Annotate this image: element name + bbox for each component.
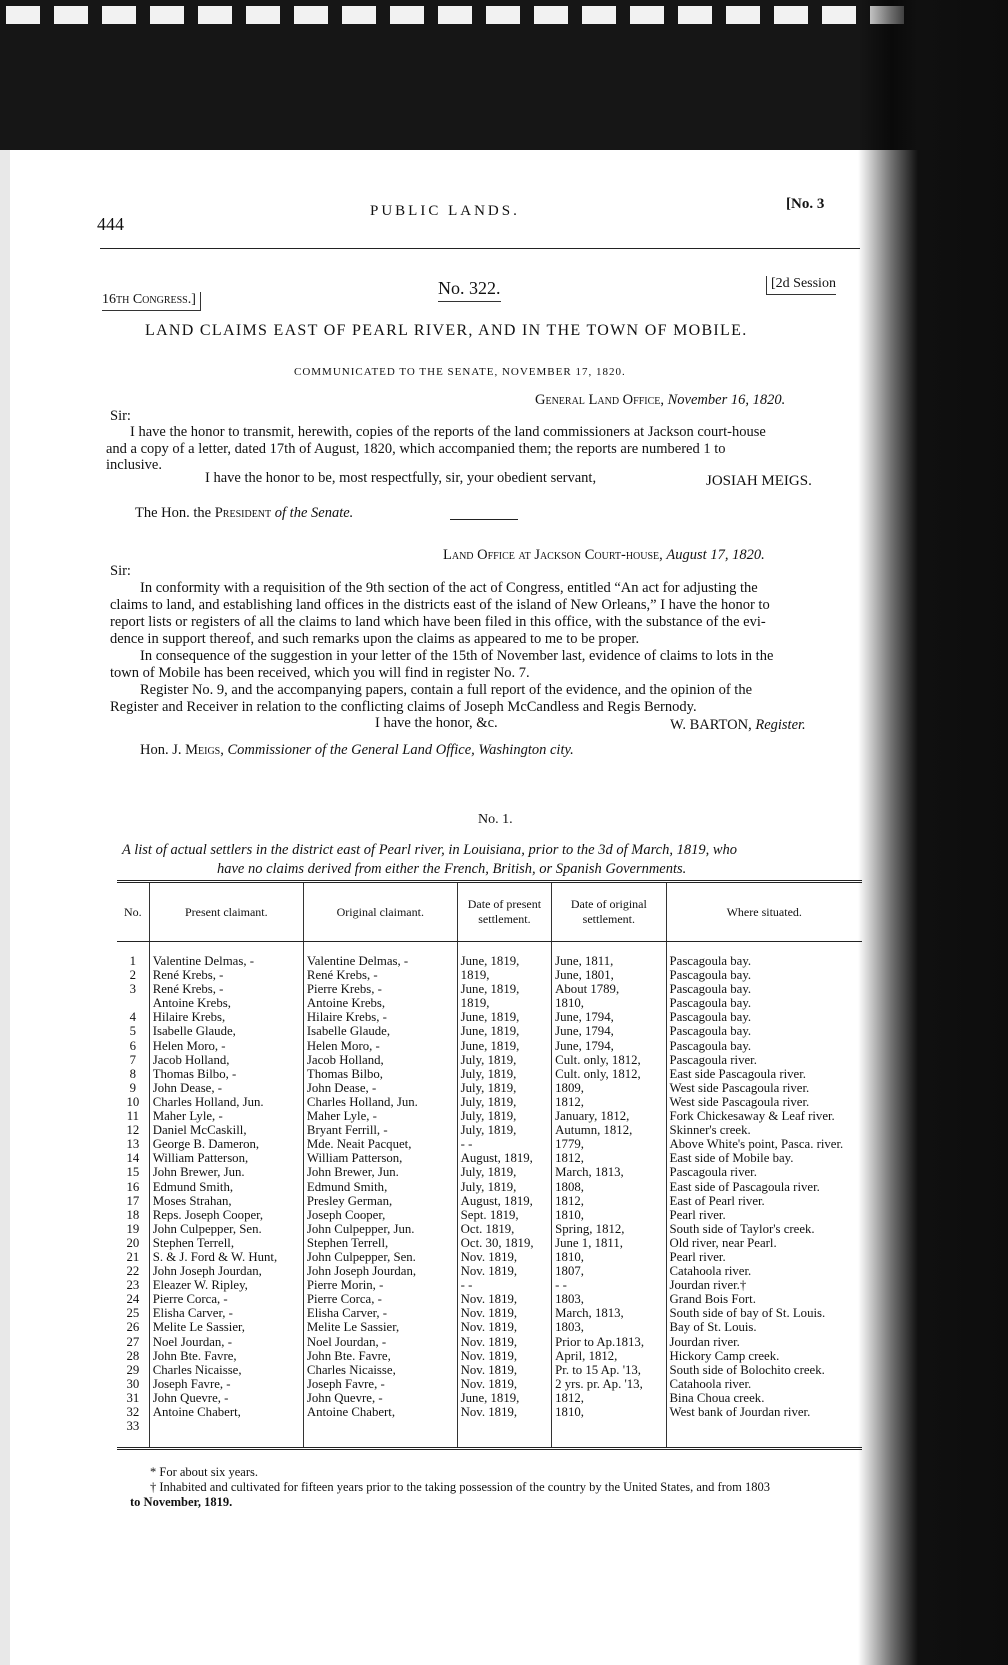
- table-cell: Prior to Ap.1813,: [552, 1335, 666, 1349]
- table-row: [117, 1236, 862, 1250]
- table-cell: William Patterson,: [149, 1151, 303, 1165]
- table-cell: 1810,: [552, 996, 666, 1010]
- table-row: [117, 968, 862, 982]
- table-cell: 1803,: [552, 1320, 666, 1334]
- letter2-line: Register and Receiver in relation to the conflicting claims of Joseph McCandless and Regis Bernody.: [110, 699, 697, 715]
- table-cell: July, 1819,: [457, 1095, 551, 1109]
- table-cell: 12: [126, 1123, 140, 1138]
- signature-name: W. BARTON,: [670, 717, 752, 733]
- column-header: Date of present settlement.: [457, 882, 551, 942]
- table-cell: July, 1819,: [457, 1180, 551, 1194]
- table-cell: Pascagoula bay.: [666, 982, 862, 996]
- table-cell: June, 1794,: [552, 1039, 666, 1053]
- table-cell: April, 1812,: [552, 1349, 666, 1363]
- table-cell: Joseph Favre, -: [149, 1377, 303, 1391]
- table-cell: Valentine Delmas, -: [303, 942, 457, 969]
- table-cell: René Krebs, -: [149, 982, 303, 996]
- table-cell: 9: [129, 1080, 137, 1095]
- table-cell: Bay of St. Louis.: [666, 1320, 862, 1334]
- letter1-dateline: [535, 392, 785, 409]
- congress-label: 16th Congress.]: [102, 292, 201, 311]
- table-cell: Old river, near Pearl.: [666, 1236, 862, 1250]
- table-cell: Helen Moro, -: [303, 1039, 457, 1053]
- table-cell: Charles Holland, Jun.: [149, 1095, 303, 1109]
- table-cell: June, 1811,: [552, 942, 666, 969]
- table-cell: John Dease, -: [303, 1081, 457, 1095]
- table-row: [117, 1306, 862, 1320]
- letter1-line: inclusive.: [106, 457, 162, 473]
- table-row: [117, 1123, 862, 1137]
- table-row: [117, 1010, 862, 1024]
- table-row: [117, 982, 862, 996]
- table-cell: Pierre Corca, -: [149, 1292, 303, 1306]
- table-cell: Isabelle Glaude,: [149, 1024, 303, 1038]
- table-cell: Nov. 1819,: [457, 1264, 551, 1278]
- main-title: LAND CLAIMS EAST OF PEARL RIVER, AND IN THE TOWN OF MOBILE.: [145, 322, 748, 339]
- table-cell: Pearl river.: [666, 1208, 862, 1222]
- table-cell: Nov. 1819,: [457, 1335, 551, 1349]
- table-cell: Pascagoula river.: [666, 1053, 862, 1067]
- table-cell: West side Pascagoula river.: [666, 1095, 862, 1109]
- table-cell: Pascagoula bay.: [666, 1010, 862, 1024]
- table-cell: 1809,: [552, 1081, 666, 1095]
- table-row: [117, 1208, 862, 1222]
- table-cell: - -: [552, 1278, 666, 1292]
- letter2-addressee: [140, 742, 574, 759]
- table-cell: Pascagoula river.: [666, 1165, 862, 1179]
- table-cell: Helen Moro, -: [149, 1039, 303, 1053]
- table-row: [117, 1292, 862, 1306]
- table-cell: 1810,: [552, 1208, 666, 1222]
- table-row: [117, 1081, 862, 1095]
- letter-separator: [450, 519, 518, 520]
- table-cell: 10: [126, 1094, 140, 1109]
- table-cell: Charles Nicaisse,: [149, 1363, 303, 1377]
- table-cell: Thomas Bilbo, -: [149, 1067, 303, 1081]
- table-cell: Nov. 1819,: [457, 1349, 551, 1363]
- table-cell: Noel Jourdan, -: [149, 1335, 303, 1349]
- list-subtitle: A list of actual settlers in the district east of Pearl river, in Louisiana, prior to the 3d of March, 1819, who: [122, 842, 738, 858]
- table-cell: South side of Bolochito creek.: [666, 1363, 862, 1377]
- letter2-salutation: Sir:: [110, 563, 131, 579]
- table-cell: About 1789,: [552, 982, 666, 996]
- letter2-closing: I have the honor, &c.: [375, 715, 498, 731]
- table-cell: John Brewer, Jun.: [149, 1165, 303, 1179]
- column-header: No.: [117, 882, 149, 942]
- table-cell: June 1, 1811,: [552, 1236, 666, 1250]
- table-cell: John Quevre, -: [303, 1391, 457, 1405]
- table-cell: 27: [126, 1334, 140, 1349]
- table-cell: Fork Chickesaway & Leaf river.: [666, 1109, 862, 1123]
- table-cell: 29: [126, 1362, 140, 1377]
- table-cell: June, 1819,: [457, 982, 551, 996]
- table-cell: Pierre Morin, -: [303, 1278, 457, 1292]
- table-cell: Pierre Krebs, -: [303, 982, 457, 996]
- table-row: [117, 1109, 862, 1123]
- table-cell: 4: [129, 1010, 137, 1025]
- list-subtitle: have no claims derived from either the French, British, or Spanish Governments.: [217, 861, 687, 877]
- running-title: PUBLIC LANDS.: [370, 203, 520, 219]
- table-row: [117, 1165, 862, 1179]
- table-cell: West bank of Jourdan river.: [666, 1405, 862, 1419]
- letter1-closing: I have the honor to be, most respectfully, sir, your obedient servant,: [205, 470, 597, 486]
- table-cell: South side of bay of St. Louis.: [666, 1306, 862, 1320]
- addressee-title: President: [214, 505, 272, 521]
- table-cell: June, 1819,: [457, 1391, 551, 1405]
- table-cell: 23: [126, 1278, 140, 1293]
- table-cell: 3: [129, 982, 137, 997]
- table-cell: 2: [129, 968, 137, 983]
- table-cell: Antoine Krebs,: [149, 996, 303, 1010]
- table-cell: Skinner's creek.: [666, 1123, 862, 1137]
- table-cell: Elisha Carver, -: [303, 1306, 457, 1320]
- table-cell: Grand Bois Fort.: [666, 1292, 862, 1306]
- table-cell: March, 1813,: [552, 1165, 666, 1179]
- table-cell: Nov. 1819,: [457, 1292, 551, 1306]
- table-cell: René Krebs, -: [303, 968, 457, 982]
- table-cell: Joseph Favre, -: [303, 1377, 457, 1391]
- table-row: [117, 1137, 862, 1151]
- table-cell: June, 1819,: [457, 942, 551, 969]
- table-cell: Noel Jourdan, -: [303, 1335, 457, 1349]
- table-cell: Melite Le Sassier,: [303, 1320, 457, 1334]
- table-cell: Oct. 30, 1819,: [457, 1236, 551, 1250]
- table-cell: Mde. Neait Pacquet,: [303, 1137, 457, 1151]
- table-cell: 31: [126, 1390, 140, 1405]
- table-cell: 1819,: [457, 968, 551, 982]
- table-cell: George B. Dameron,: [149, 1137, 303, 1151]
- table-cell: Jacob Holland,: [149, 1053, 303, 1067]
- table-cell: 20: [126, 1235, 140, 1250]
- table-cell: Nov. 1819,: [457, 1250, 551, 1264]
- table-row: [117, 1349, 862, 1363]
- table-cell: Pascagoula bay.: [666, 996, 862, 1010]
- table-cell: July, 1819,: [457, 1165, 551, 1179]
- table-row: [117, 1391, 862, 1405]
- table-cell: [117, 996, 149, 1010]
- letter1-line: and a copy of a letter, dated 17th of August, 1820, which accompanied them; the reports are numbered 1 to: [106, 441, 726, 457]
- table-cell: [457, 1419, 551, 1449]
- table-cell: July, 1819,: [457, 1109, 551, 1123]
- table-cell: June, 1794,: [552, 1010, 666, 1024]
- addressee-suffix: of the Senate.: [274, 505, 354, 521]
- table-cell: Jourdan river.: [666, 1335, 862, 1349]
- table-cell: 1810,: [552, 1250, 666, 1264]
- table-cell: Maher Lyle, -: [303, 1109, 457, 1123]
- table-row: [117, 996, 862, 1010]
- letter1-date: November 16, 1820.: [667, 392, 786, 408]
- column-header: Date of original settlement.: [552, 882, 666, 942]
- table-cell: Bina Choua creek.: [666, 1391, 862, 1405]
- table-cell: Stephen Terrell,: [149, 1236, 303, 1250]
- table-row: [117, 942, 862, 969]
- table-cell: [666, 1419, 862, 1449]
- table-cell: 22: [126, 1264, 140, 1279]
- document-number: No. 322.: [438, 278, 501, 302]
- table-cell: East of Pearl river.: [666, 1194, 862, 1208]
- table-cell: John Quevre, -: [149, 1391, 303, 1405]
- table-cell: Edmund Smith,: [149, 1180, 303, 1194]
- letter2-dateline: [443, 547, 765, 564]
- table-cell: East side of Pascagoula river.: [666, 1180, 862, 1194]
- table-cell: 13: [126, 1137, 140, 1152]
- table-row: [117, 1419, 862, 1449]
- letter2-line: town of Mobile has been received, which you will find in register No. 7.: [110, 665, 530, 681]
- letter2-line: report lists or registers of all the claims to land which have been filed in this office, with the substance of the evi-: [110, 614, 766, 630]
- table-cell: June, 1819,: [457, 1039, 551, 1053]
- table-cell: Jacob Holland,: [303, 1053, 457, 1067]
- table-cell: [552, 1419, 666, 1449]
- table-cell: Thomas Bilbo,: [303, 1067, 457, 1081]
- table-cell: John Joseph Jourdan,: [149, 1264, 303, 1278]
- column-header: Where situated.: [666, 882, 862, 942]
- table-cell: 1810,: [552, 1405, 666, 1419]
- table-cell: March, 1813,: [552, 1306, 666, 1320]
- table-row: [117, 1222, 862, 1236]
- table-row: [117, 1180, 862, 1194]
- table-cell: Cult. only, 1812,: [552, 1053, 666, 1067]
- table-cell: 19: [126, 1221, 140, 1236]
- letter2-place: Land Office at Jackson Court-house,: [443, 547, 663, 563]
- table-cell: 33: [117, 1419, 149, 1449]
- table-cell: John Bte. Favre,: [303, 1349, 457, 1363]
- table-cell: Nov. 1819,: [457, 1377, 551, 1391]
- table-cell: Catahoola river.: [666, 1264, 862, 1278]
- table-cell: S. & J. Ford & W. Hunt,: [149, 1250, 303, 1264]
- table-cell: 21: [126, 1249, 140, 1264]
- table-cell: Isabelle Glaude,: [303, 1024, 457, 1038]
- table-cell: Joseph Cooper,: [303, 1208, 457, 1222]
- table-row: [117, 1194, 862, 1208]
- letter2-date: August 17, 1820.: [666, 547, 765, 563]
- table-cell: 1779,: [552, 1137, 666, 1151]
- addressee-suffix: Commissioner of the General Land Office, Washington city.: [227, 742, 574, 758]
- table-cell: 1812,: [552, 1194, 666, 1208]
- table-cell: Hickory Camp creek.: [666, 1349, 862, 1363]
- table-cell: Stephen Terrell,: [303, 1236, 457, 1250]
- table-cell: Jourdan river.†: [666, 1278, 862, 1292]
- table-cell: Pearl river.: [666, 1250, 862, 1264]
- table-cell: 6: [129, 1038, 137, 1053]
- letter1-salutation: Sir:: [110, 408, 131, 424]
- column-header: Original claimant.: [303, 882, 457, 942]
- table-cell: 1807,: [552, 1264, 666, 1278]
- table-cell: Above White's point, Pasca. river.: [666, 1137, 862, 1151]
- table-cell: Sept. 1819,: [457, 1208, 551, 1222]
- table-cell: Nov. 1819,: [457, 1320, 551, 1334]
- table-row: [117, 1024, 862, 1038]
- table-row: [117, 1067, 862, 1081]
- table-cell: Pierre Corca, -: [303, 1292, 457, 1306]
- table-cell: William Patterson,: [303, 1151, 457, 1165]
- table-cell: Daniel McCaskill,: [149, 1123, 303, 1137]
- table-cell: 8: [129, 1066, 137, 1081]
- table-cell: Pascagoula bay.: [666, 1024, 862, 1038]
- signature-title: Register.: [755, 717, 806, 733]
- table-cell: 1819,: [457, 996, 551, 1010]
- table-cell: - -: [457, 1137, 551, 1151]
- table-cell: Pascagoula bay.: [666, 942, 862, 969]
- letter2-line: claims to land, and establishing land offices in the districts east of the island of New Orleans,” I have the honor to: [110, 597, 770, 613]
- table-row: [117, 1053, 862, 1067]
- table-cell: 2 yrs. pr. Ap. '13,: [552, 1377, 666, 1391]
- table-cell: 1: [129, 954, 137, 968]
- table-cell: John Culpepper, Jun.: [303, 1222, 457, 1236]
- table-cell: John Bte. Favre,: [149, 1349, 303, 1363]
- list-title: No. 1.: [478, 812, 513, 827]
- table-cell: Spring, 1812,: [552, 1222, 666, 1236]
- table-cell: Pascagoula bay.: [666, 1039, 862, 1053]
- table-cell: August, 1819,: [457, 1151, 551, 1165]
- table-cell: Autumn, 1812,: [552, 1123, 666, 1137]
- letter1-line: I have the honor to transmit, herewith, copies of the reports of the land commissioners at Jackson court-house: [130, 424, 766, 440]
- letter1-place: General Land Office,: [535, 392, 665, 408]
- table-cell: 14: [126, 1151, 140, 1166]
- table-cell: 11: [126, 1109, 140, 1124]
- table-cell: 1808,: [552, 1180, 666, 1194]
- table-row: [117, 1335, 862, 1349]
- table-cell: Catahoola river.: [666, 1377, 862, 1391]
- table-cell: 30: [126, 1376, 140, 1391]
- settlers-table: [117, 880, 862, 1450]
- communicated-line: COMMUNICATED TO THE SENATE, NOVEMBER 17, 1820.: [294, 366, 626, 378]
- table-cell: 17: [126, 1193, 140, 1208]
- table-cell: Presley German,: [303, 1194, 457, 1208]
- table-cell: Nov. 1819,: [457, 1306, 551, 1320]
- table-cell: 18: [126, 1207, 140, 1222]
- letter2-line: Register No. 9, and the accompanying papers, contain a full report of the evidence, and the opinion of the: [140, 682, 753, 698]
- table-cell: 5: [129, 1024, 137, 1039]
- footnote: * For about six years.: [150, 1465, 258, 1479]
- table-row: [117, 1320, 862, 1334]
- table-cell: Eleazer W. Ripley,: [149, 1278, 303, 1292]
- table-cell: January, 1812,: [552, 1109, 666, 1123]
- addressee-prefix: Hon. J.: [140, 742, 182, 758]
- table-cell: July, 1819,: [457, 1123, 551, 1137]
- table-row: [117, 1250, 862, 1264]
- table-cell: July, 1819,: [457, 1053, 551, 1067]
- table-cell: Antoine Chabert,: [303, 1405, 457, 1419]
- letter1-addressee: [135, 505, 353, 522]
- table-row: [117, 1151, 862, 1165]
- table-cell: 16: [126, 1179, 140, 1194]
- table-cell: Antoine Krebs,: [303, 996, 457, 1010]
- table-cell: East side of Mobile bay.: [666, 1151, 862, 1165]
- table-cell: 1803,: [552, 1292, 666, 1306]
- header-rule: [100, 248, 860, 249]
- table-cell: Valentine Delmas, -: [149, 942, 303, 969]
- table-cell: 24: [126, 1292, 140, 1307]
- table-cell: Charles Nicaisse,: [303, 1363, 457, 1377]
- table-cell: 1812,: [552, 1391, 666, 1405]
- table-cell: 1812,: [552, 1095, 666, 1109]
- table-cell: June, 1819,: [457, 1024, 551, 1038]
- table-row: [117, 1278, 862, 1292]
- table-cell: Hilaire Krebs,: [149, 1010, 303, 1024]
- table-cell: Antoine Chabert,: [149, 1405, 303, 1419]
- table-cell: 7: [129, 1052, 137, 1067]
- table-cell: August, 1819,: [457, 1194, 551, 1208]
- table-cell: 32: [126, 1405, 140, 1419]
- footnote: † Inhabited and cultivated for fifteen years prior to the taking possession of the country by the United States, and from 1803: [150, 1480, 770, 1494]
- table-cell: June, 1819,: [457, 1010, 551, 1024]
- table-cell: Pascagoula bay.: [666, 968, 862, 982]
- table-cell: June, 1794,: [552, 1024, 666, 1038]
- table-cell: Reps. Joseph Cooper,: [149, 1208, 303, 1222]
- table-row: [117, 1039, 862, 1053]
- letter2-signature: [670, 717, 806, 734]
- table-cell: West side Pascagoula river.: [666, 1081, 862, 1095]
- table-cell: 25: [126, 1306, 140, 1321]
- table-cell: John Culpepper, Sen.: [149, 1222, 303, 1236]
- footnote: to November, 1819.: [130, 1495, 233, 1509]
- addressee-name: Meigs,: [185, 742, 224, 758]
- table-cell: Bryant Ferrill, -: [303, 1123, 457, 1137]
- letter2-line: In consequence of the suggestion in your letter of the 15th of November last, evidence of claims to lots in the: [140, 648, 774, 664]
- table-cell: John Brewer, Jun.: [303, 1165, 457, 1179]
- table-cell: 15: [126, 1165, 140, 1180]
- table-cell: Hilaire Krebs, -: [303, 1010, 457, 1024]
- table-cell: July, 1819,: [457, 1081, 551, 1095]
- addressee-prefix: The Hon. the: [135, 505, 212, 521]
- table-cell: South side of Taylor's creek.: [666, 1222, 862, 1236]
- table-header-row: [117, 882, 862, 942]
- table-cell: Nov. 1819,: [457, 1405, 551, 1419]
- table-cell: East side Pascagoula river.: [666, 1067, 862, 1081]
- table-cell: June, 1801,: [552, 968, 666, 982]
- table-cell: Elisha Carver, -: [149, 1306, 303, 1320]
- table-cell: Melite Le Sassier,: [149, 1320, 303, 1334]
- table-row: [117, 1405, 862, 1419]
- table-cell: Maher Lyle, -: [149, 1109, 303, 1123]
- letter2-line: In conformity with a requisition of the 9th section of the act of Congress, entitled “An act for adjusting the: [140, 580, 758, 596]
- table-cell: 26: [126, 1320, 140, 1335]
- table-cell: Cult. only, 1812,: [552, 1067, 666, 1081]
- table-cell: René Krebs, -: [149, 968, 303, 982]
- table-cell: John Culpepper, Sen.: [303, 1250, 457, 1264]
- table-row: [117, 1363, 862, 1377]
- table-cell: Oct. 1819,: [457, 1222, 551, 1236]
- table-cell: [149, 1419, 303, 1449]
- table-cell: 28: [126, 1348, 140, 1363]
- table-row: [117, 1377, 862, 1391]
- table-body: [117, 942, 862, 1449]
- running-right: [No. 3: [786, 196, 825, 212]
- table-cell: John Dease, -: [149, 1081, 303, 1095]
- table-cell: [303, 1419, 457, 1449]
- table-cell: John Joseph Jourdan,: [303, 1264, 457, 1278]
- table-cell: Nov. 1819,: [457, 1363, 551, 1377]
- page-number: 444: [97, 214, 124, 234]
- table-cell: - -: [457, 1278, 551, 1292]
- table-cell: 1812,: [552, 1151, 666, 1165]
- letter1-signature: JOSIAH MEIGS.: [706, 473, 812, 489]
- table-cell: Moses Strahan,: [149, 1194, 303, 1208]
- table-row: [117, 1264, 862, 1278]
- table-cell: July, 1819,: [457, 1067, 551, 1081]
- table-cell: Edmund Smith,: [303, 1180, 457, 1194]
- scanner-right-shadow: [858, 0, 1008, 1665]
- table-cell: Pr. to 15 Ap. '13,: [552, 1363, 666, 1377]
- table-cell: Charles Holland, Jun.: [303, 1095, 457, 1109]
- column-header: Present claimant.: [149, 882, 303, 942]
- table-row: [117, 1095, 862, 1109]
- letter2-line: dence in support thereof, and such remarks upon the claims as appeared to me to be proper.: [110, 631, 640, 647]
- session-label: [2d Session: [766, 276, 836, 295]
